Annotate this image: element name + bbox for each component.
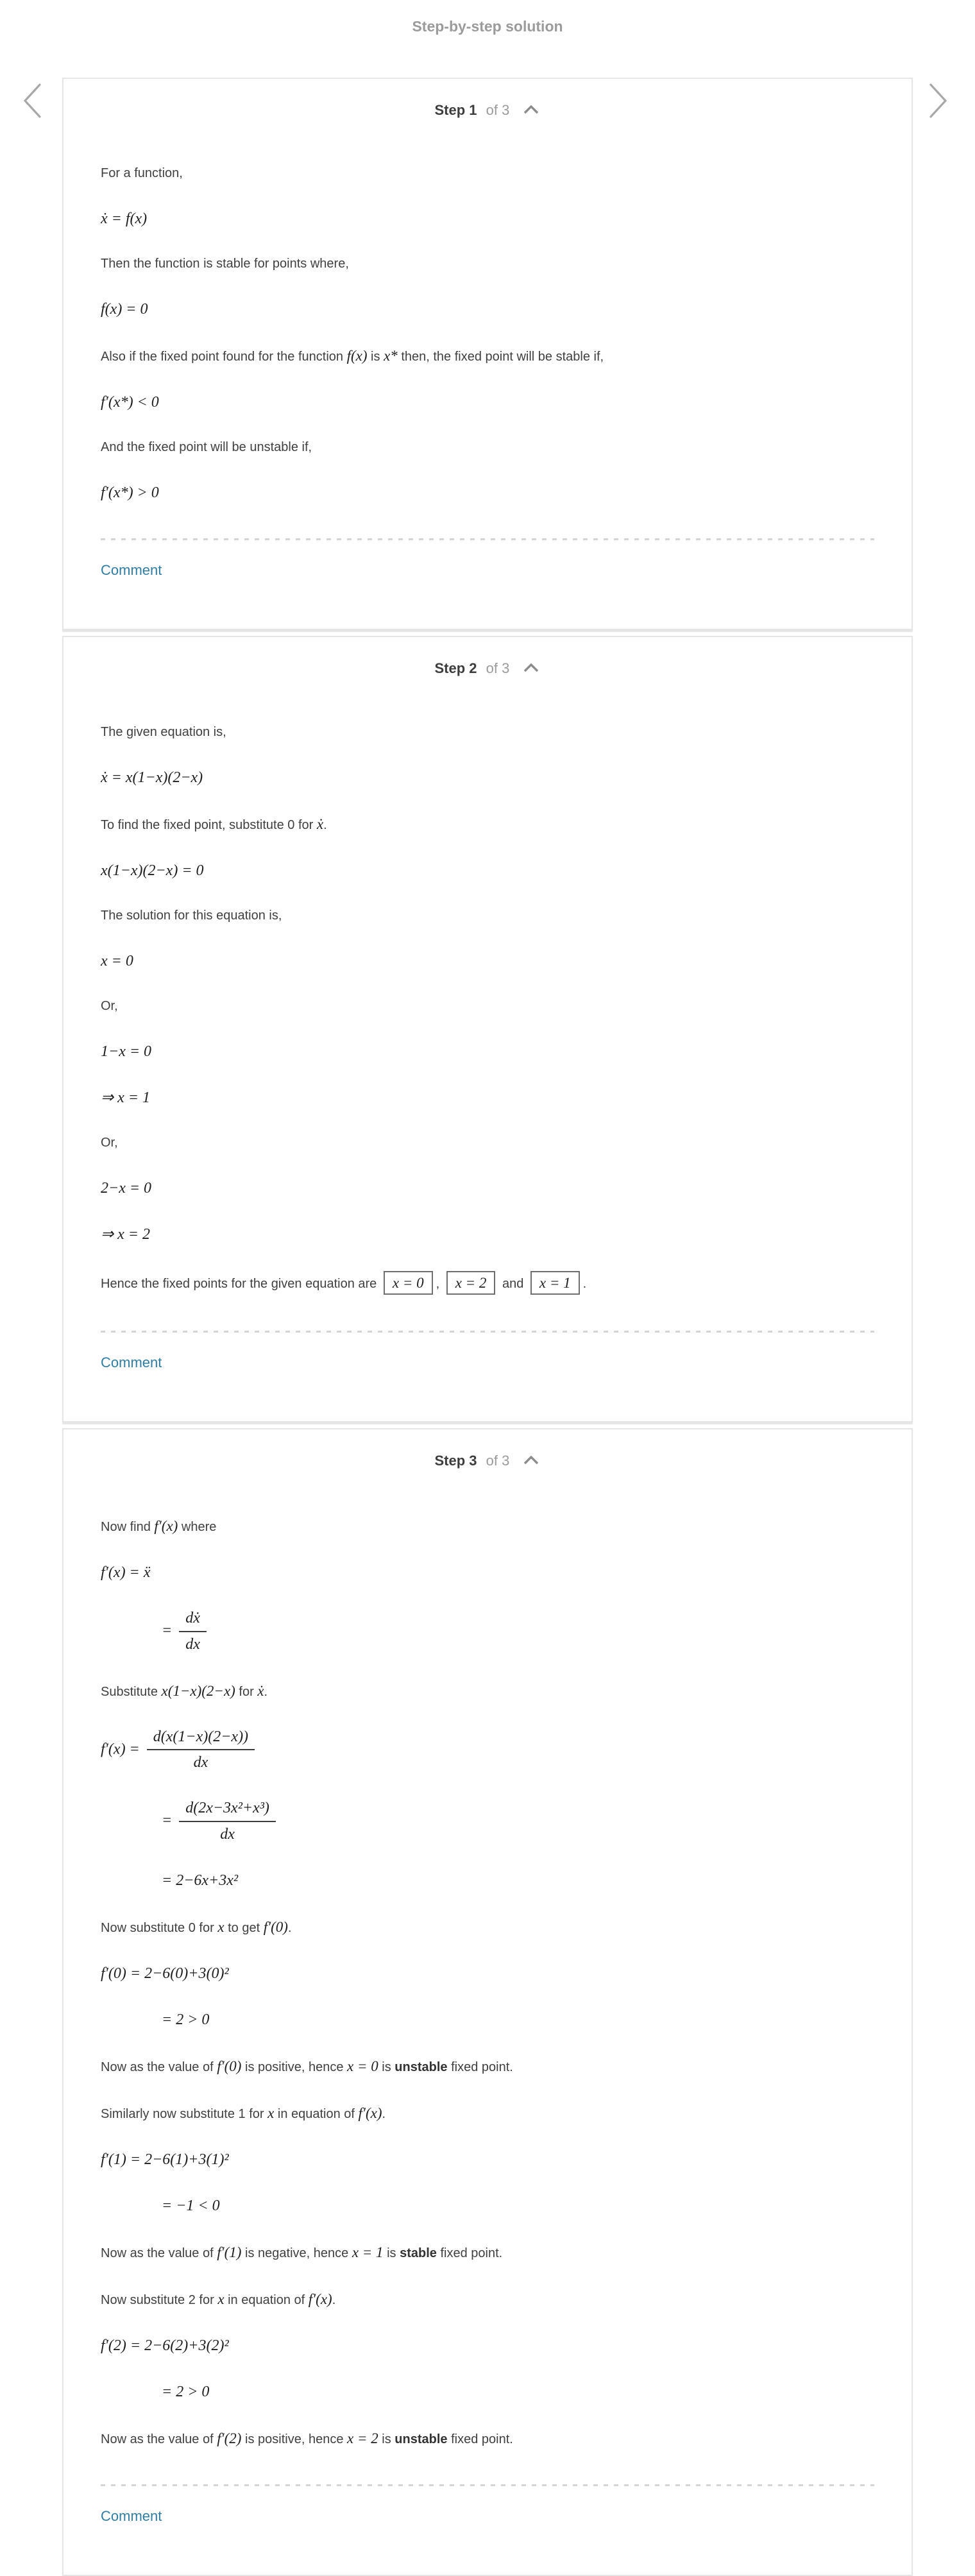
text-run: is positive, hence: [241, 2060, 347, 2074]
collapse-step-button[interactable]: [522, 1454, 540, 1466]
solution-paragraph: [101, 814, 874, 834]
math-inline: f′(2): [217, 2430, 242, 2446]
solution-paragraph: [101, 1134, 874, 1152]
step-label: Step 3: [434, 1453, 477, 1469]
equation-line: [162, 2382, 874, 2401]
solution-paragraph: [101, 998, 874, 1015]
solution-paragraph: [101, 907, 874, 925]
text-run: fixed point.: [447, 2432, 513, 2446]
math-inline: f(x) = 0: [101, 301, 148, 318]
step-count: of 3: [486, 660, 510, 677]
math-inline: x = 0: [347, 2058, 378, 2074]
text-run: is: [367, 350, 384, 364]
equation-line: [162, 2196, 874, 2215]
fraction-numerator: d(2x−3x²+x³): [179, 1799, 276, 1822]
math-inline: ẋ = f(x): [101, 210, 148, 228]
math-inline: = 2 > 0: [162, 2383, 210, 2400]
math-inline: f′(0): [217, 2058, 242, 2074]
dashed-divider: [101, 1331, 874, 1333]
text-run: .: [323, 817, 327, 832]
text-run: ,: [436, 1276, 443, 1291]
text-run: in equation of: [274, 2106, 359, 2121]
step-card-2: [62, 636, 913, 1422]
equation-line: [101, 951, 874, 971]
collapse-step-button[interactable]: [522, 104, 540, 115]
step-label: Step 2: [434, 660, 477, 677]
text-run: Now substitute 0 for: [101, 1920, 218, 1935]
math-inline: f′(1) = 2−6(1)+3(1)²: [101, 2151, 229, 2168]
solution-paragraph: [101, 2428, 874, 2448]
math-inline: ⇒ x = 2: [101, 1225, 150, 1243]
solution-paragraph: [101, 2103, 874, 2123]
text-run: Now as the value of: [101, 2246, 217, 2260]
text-run: fixed point.: [436, 2246, 503, 2260]
math-inline: ẋ = x(1−x)(2−x): [101, 769, 203, 786]
equation-line: [101, 393, 874, 412]
text-run: Hence the fixed points for the given equation are: [101, 1276, 380, 1291]
chevron-right-icon: [928, 83, 949, 119]
math-inline: ẋ: [257, 1682, 264, 1699]
text-run: .: [382, 2106, 386, 2121]
math-inline: f′(x) = ẍ: [101, 1564, 151, 1581]
step-2-body: [101, 678, 874, 1295]
text-run: is: [383, 2246, 400, 2260]
math-inline: x = 2: [347, 2430, 378, 2446]
solution-paragraph: [101, 1681, 874, 1701]
solution-paragraph: [101, 2289, 874, 2309]
boxed-answer: x = 2: [446, 1271, 496, 1295]
equation-line: [162, 1609, 874, 1654]
collapse-step-button[interactable]: [522, 662, 540, 674]
equation-line: [101, 1179, 874, 1198]
step-label: Step 1: [434, 102, 477, 118]
page-title: Step-by-step solution: [412, 18, 563, 35]
text-run: And the fixed point will be unstable if,: [101, 440, 312, 455]
equation-line: [101, 1728, 874, 1773]
step-2-header: [101, 637, 874, 677]
math-inline: x(1−x)(2−x): [161, 1682, 235, 1699]
step-1-header: [101, 79, 874, 119]
text-run: Now substitute 2 for: [101, 2292, 218, 2307]
solution-paragraph: [101, 2056, 874, 2076]
bold-text: stable: [400, 2246, 437, 2260]
text-run: Now as the value of: [101, 2060, 217, 2074]
equation-line: [101, 2150, 874, 2169]
step-card-1: [62, 78, 913, 630]
solution-paragraph: [101, 346, 874, 366]
math-inline: x: [267, 2104, 275, 2121]
math-inline: f′(x*) < 0: [101, 394, 159, 411]
math-inline: f′(x*) > 0: [101, 484, 159, 502]
text-run: Also if the fixed point found for the function: [101, 350, 347, 364]
step-count: of 3: [486, 102, 510, 118]
solution-carousel: [0, 78, 975, 2576]
fraction: [179, 1609, 207, 1654]
text-run: to get: [224, 1920, 264, 1935]
text-run: is: [378, 2432, 395, 2446]
math-inline: = 2 > 0: [162, 2011, 210, 2028]
previous-step-button[interactable]: [21, 83, 43, 119]
math-inline: =: [162, 1622, 176, 1639]
dashed-divider: [101, 2484, 874, 2486]
math-inline: f′(x): [308, 2290, 332, 2307]
solution-paragraph: [101, 255, 874, 273]
fraction: [179, 1799, 276, 1844]
text-run: is: [378, 2060, 395, 2074]
text-run: is positive, hence: [241, 2432, 347, 2446]
math-inline: ẋ: [316, 815, 324, 832]
math-inline: x: [217, 2290, 225, 2307]
equation-line: [101, 1964, 874, 1983]
equation-line: [101, 1225, 874, 1244]
math-inline: x: [217, 1918, 225, 1935]
equation-line: [101, 209, 874, 228]
bold-text: unstable: [394, 2432, 448, 2446]
math-inline: x = 0: [101, 952, 133, 969]
math-inline: 2−x = 0: [101, 1179, 152, 1197]
boxed-answer: x = 1: [530, 1271, 580, 1295]
step-cards: [62, 78, 913, 2576]
boxed-answer: x = 0: [384, 1271, 433, 1295]
text-run: .: [582, 1276, 587, 1291]
text-run: The given equation is,: [101, 724, 226, 739]
text-run: Or,: [101, 1135, 118, 1150]
math-inline: f′(0): [263, 1918, 288, 1935]
equation-line: [101, 300, 874, 319]
chevron-up-icon: [523, 1456, 539, 1465]
text-run: Then the function is stable for points where,: [101, 257, 349, 271]
solution-paragraph: [101, 1516, 874, 1536]
fraction-numerator: dẋ: [179, 1609, 207, 1632]
bold-text: unstable: [394, 2060, 448, 2074]
math-inline: f′(x): [154, 1517, 178, 1534]
equation-line: [101, 1563, 874, 1582]
chevron-up-icon: [523, 105, 539, 114]
equation-line: [101, 768, 874, 787]
solution-paragraph: [101, 1271, 874, 1295]
solution-paragraph: [101, 439, 874, 456]
text-run: for: [235, 1684, 258, 1699]
text-run: where: [178, 1519, 217, 1534]
text-run: fixed point.: [447, 2060, 513, 2074]
chevron-up-icon: [523, 663, 539, 672]
math-inline: x = 1: [352, 2244, 384, 2260]
math-inline: f(x): [346, 348, 368, 364]
solution-paragraph: [101, 2242, 874, 2262]
equation-line: [101, 483, 874, 502]
equation-line: [101, 2336, 874, 2355]
text-run: For a function,: [101, 166, 183, 181]
equation-line: [101, 1042, 874, 1061]
fraction-denominator: dx: [220, 1825, 235, 1843]
math-inline: =: [162, 1812, 176, 1829]
text-run: Now as the value of: [101, 2432, 217, 2446]
fraction: [147, 1728, 255, 1773]
math-inline: = 2−6x+3x²: [162, 1872, 239, 1889]
text-run: To find the fixed point, substitute 0 for: [101, 817, 317, 832]
equation-line: [162, 2010, 874, 2029]
equation-line: [162, 1871, 874, 1890]
math-inline: f′(0) = 2−6(0)+3(0)²: [101, 1965, 229, 1982]
text-run: The solution for this equation is,: [101, 908, 282, 923]
text-run: Now find: [101, 1519, 155, 1534]
text-run: Or,: [101, 998, 118, 1013]
math-inline: f′(x) =: [101, 1740, 144, 1757]
text-run: and: [498, 1276, 527, 1291]
math-inline: x(1−x)(2−x) = 0: [101, 862, 204, 879]
equation-line: [101, 1088, 874, 1107]
chevron-left-icon: [21, 83, 43, 119]
comment-link[interactable]: Comment: [101, 1354, 162, 1371]
solution-paragraph: [101, 724, 874, 741]
equation-line: [101, 861, 874, 880]
next-step-button[interactable]: [928, 83, 949, 119]
math-inline: = −1 < 0: [162, 2197, 220, 2214]
fraction-numerator: d(x(1−x)(2−x)): [147, 1728, 255, 1751]
comment-link[interactable]: Comment: [101, 2508, 162, 2525]
math-inline: 1−x = 0: [101, 1043, 152, 1060]
text-run: .: [332, 2292, 336, 2307]
math-inline: f′(1): [217, 2244, 242, 2260]
comment-link[interactable]: Comment: [101, 562, 162, 579]
equation-line: [162, 1799, 874, 1844]
math-inline: f′(2) = 2−6(2)+3(2)²: [101, 2337, 229, 2354]
math-inline: x*: [384, 348, 398, 364]
step-3-body: [101, 1470, 874, 2448]
solution-paragraph: [101, 1917, 874, 1937]
text-run: is negative, hence: [241, 2246, 352, 2260]
step-1-body: [101, 119, 874, 502]
math-inline: ⇒ x = 1: [101, 1089, 150, 1106]
text-run: .: [264, 1684, 268, 1699]
solution-paragraph: [101, 165, 874, 182]
math-inline: f′(x): [358, 2104, 382, 2121]
step-count: of 3: [486, 1453, 510, 1469]
fraction-denominator: dx: [185, 1635, 200, 1653]
text-run: Substitute: [101, 1684, 162, 1699]
text-run: Similarly now substitute 1 for: [101, 2106, 268, 2121]
fraction-denominator: dx: [193, 1754, 208, 1771]
text-run: then, the fixed point will be stable if,: [397, 350, 604, 364]
step-card-3: [62, 1428, 913, 2576]
text-run: in equation of: [224, 2292, 309, 2307]
dashed-divider: [101, 538, 874, 540]
text-run: .: [287, 1920, 292, 1935]
step-3-header: [101, 1429, 874, 1469]
